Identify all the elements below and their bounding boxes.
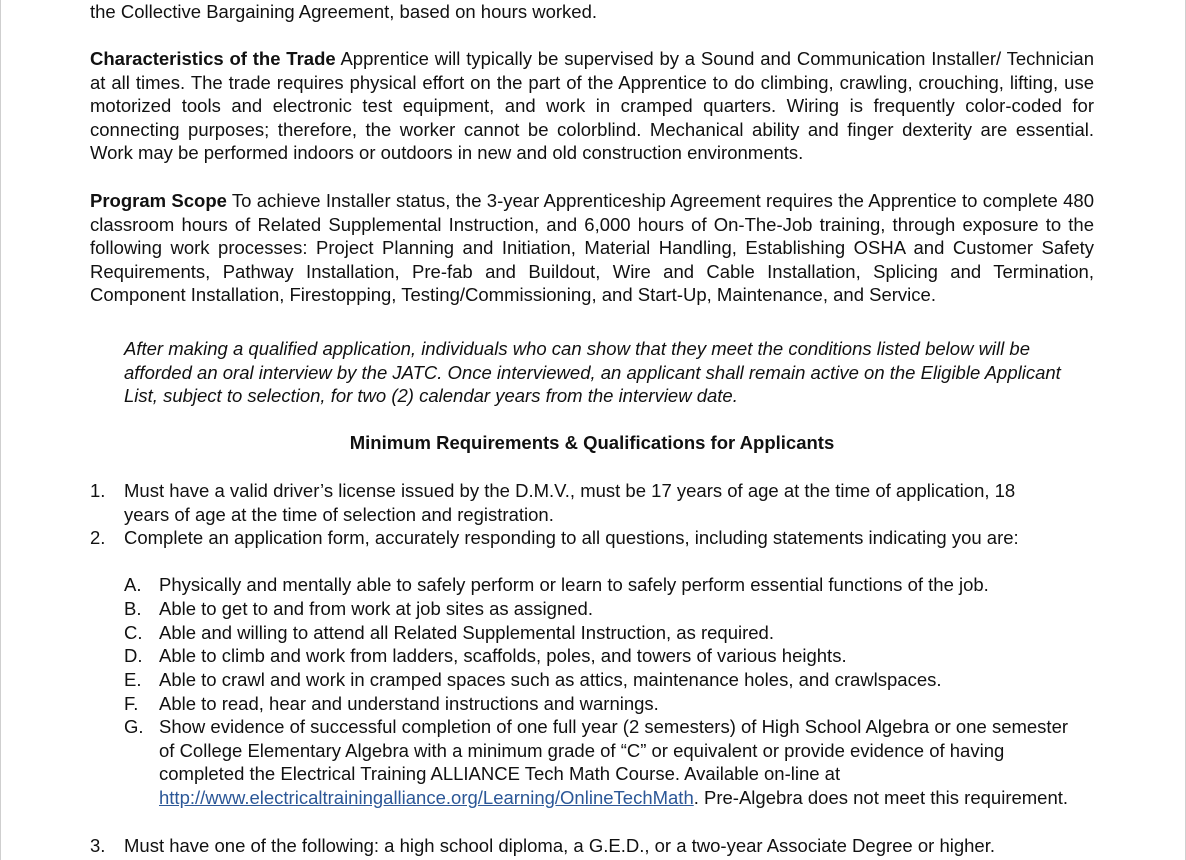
sub-item-text: Able and willing to attend all Related Supplemental Instruction, as required. <box>159 622 774 643</box>
sub-item-letter: E. <box>124 669 142 690</box>
requirements-heading: Minimum Requirements & Qualifications for Applicants <box>349 432 835 453</box>
requirement-number: 3. <box>90 835 106 856</box>
fragment-text: the Collective Bargaining Agreement, based on hours worked. <box>90 1 597 22</box>
characteristics-text: Apprentice will typically be supervised by a Sound and Communication Installer/ Technician at all times. The trade requires physical effort on the part of the Apprentice to do climbing, crawling, crouching, lifting, use motorized tools and electronic test equipment, and work in cramped quarters. Wiring is frequently color-coded for connecting purposes; therefore, the worker cannot be colorblind. Mechanical ability and finger dexterity are essential. Work may be performed indoors or outdoors in new and old construction environments. <box>90 48 1095 164</box>
sub-item-letter: G. <box>124 716 144 737</box>
scope-label: Program Scope <box>90 190 227 211</box>
sub-item-g-after: . Pre-Algebra does not meet this requirement. <box>693 786 1069 808</box>
sub-item-text: Physically and mentally able to safely perform or learn to safely perform essential functions of the job. <box>159 574 989 595</box>
paragraph-fragment <box>90 0 1094 24</box>
sub-item-text <box>159 715 1074 809</box>
sub-item-letter: B. <box>124 598 142 619</box>
sub-item-letter: F. <box>124 693 139 714</box>
tech-math-link[interactable]: http://www.electricaltrainingalliance.org/Learning/OnlineTechMath <box>159 786 694 808</box>
sub-item-letter: A. <box>124 574 142 595</box>
sub-item-g-text: Show evidence of successful completion of one full year (2 semesters) of High School Algebra or one semester of College Elementary Algebra with a minimum grade of “C” or equivalent or provide evidence of having completed the Electrical Training ALLIANCE Tech Math Course. Available on-line at <box>159 716 1069 785</box>
requirement-number: 1. <box>90 480 106 501</box>
paragraph-characteristics <box>90 47 1094 165</box>
requirement-text: Must have a valid driver’s license issued by the D.M.V., must be 17 years of age at the time of application, 18 years of age at the time of selection and registration. <box>124 480 1016 525</box>
requirement-text: Must have one of the following: a high school diploma, a G.E.D., or a two-year Associate Degree or higher. <box>124 835 995 856</box>
sub-item-text: Able to get to and from work at job sites as assigned. <box>159 598 593 619</box>
requirement-text: Complete an application form, accurately responding to all questions, including statements indicating you are: <box>124 527 1019 548</box>
paragraph-intro-italic: After making a qualified application, individuals who can show that they meet the conditions listed below will be afforded an oral interview by the JATC. Once interviewed, an applicant shall remain active on the Eligible Applicant List, subject to selection, for two (2) calendar years from the interview date. <box>124 338 1061 407</box>
requirement-number: 2. <box>90 527 106 548</box>
sub-item-letter: C. <box>124 622 143 643</box>
sub-item-text: Able to climb and work from ladders, scaffolds, poles, and towers of various heights. <box>159 645 847 666</box>
sub-item-letter: D. <box>124 645 143 666</box>
paragraph-program-scope <box>90 189 1094 307</box>
characteristics-label: Characteristics of the Trade <box>90 48 336 69</box>
sub-item-text: Able to read, hear and understand instructions and warnings. <box>159 693 659 714</box>
sub-item-text: Able to crawl and work in cramped spaces such as attics, maintenance holes, and crawlspaces. <box>159 669 942 690</box>
scope-text: To achieve Installer status, the 3-year Apprenticeship Agreement requires the Apprentice to complete 480 classroom hours of Related Supplemental Instruction, and 6,000 hours of On-The-Job training, through exposure to the following work processes: Project Planning and Initiation, Material Handling, Establishing OSHA and Customer Safety Requirements, Pathway Installation, Pre-fab and Buildout, Wire and Cable Installation, Splicing and Termination, Component Installation, Firestopping, Testing/Commissioning, and Start-Up, Maintenance, and Service. <box>90 190 1094 306</box>
